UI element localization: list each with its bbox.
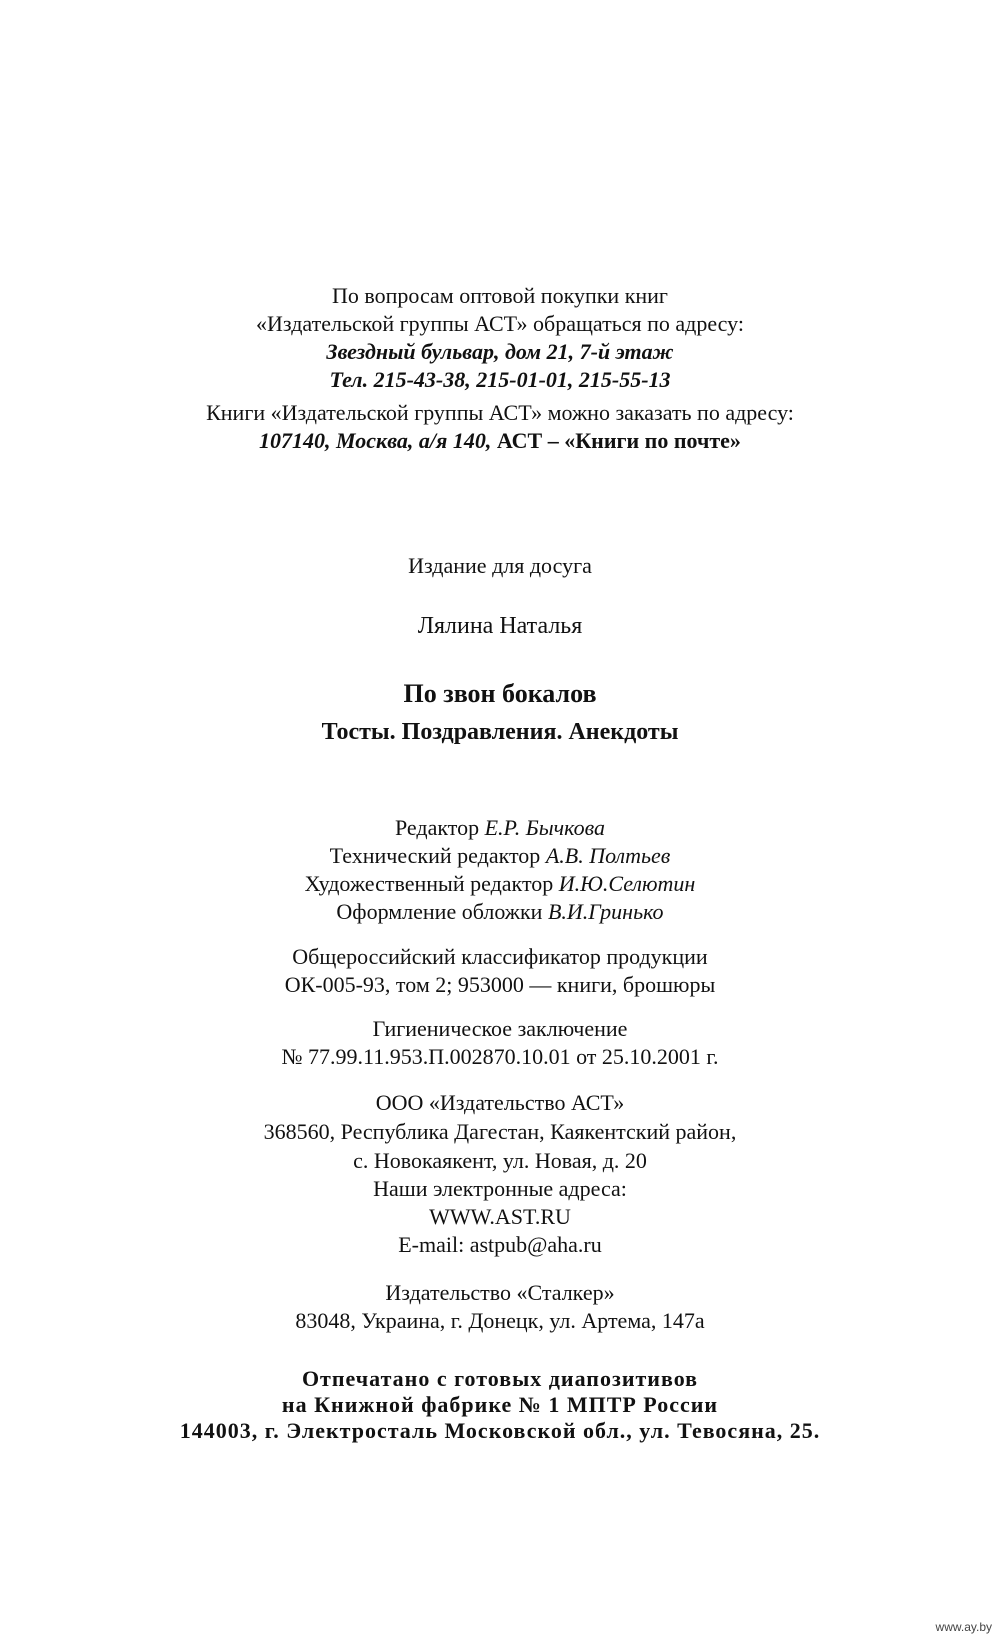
mail-order-address-italic: 107140, Москва, а/я 140, — [259, 428, 492, 453]
credit-role: Художественный редактор — [304, 871, 554, 896]
publisher-website: WWW.AST.RU — [429, 1204, 571, 1229]
mail-order-line-1: Книги «Издательской группы АСТ» можно заказать по адресу: — [206, 400, 794, 425]
publisher-address-1: 368560, Республика Дагестан, Каякентский район, — [263, 1119, 737, 1144]
credit-role: Технический редактор — [329, 843, 541, 868]
classifier-line-2: ОК-005-93, том 2; 953000 — книги, брошюры — [284, 972, 716, 997]
hygiene-line-1: Гигиеническое заключение — [372, 1016, 628, 1041]
credit-role: Редактор — [394, 815, 480, 840]
publisher-name: ООО «Издательство АСТ» — [375, 1090, 625, 1115]
credit-art-editor — [0, 873, 1000, 895]
credit-person: В.И.Гринько — [547, 899, 664, 924]
book-title: По звон бокалов — [403, 679, 597, 708]
author-name: Лялина Наталья — [417, 613, 583, 639]
printer-line-2: на Книжной фабрике № 1 МПТР России — [281, 1392, 719, 1417]
credit-role: Оформление обложки — [336, 899, 543, 924]
credit-person: А.В. Полтьев — [545, 843, 671, 868]
mail-order-address — [0, 430, 1000, 452]
credit-cover-design — [0, 901, 1000, 923]
edition-type: Издание для досуга — [408, 553, 592, 578]
publisher-address-2: с. Новокаякент, ул. Новая, д. 20 — [353, 1148, 647, 1173]
copublisher-address: 83048, Украина, г. Донецк, ул. Артема, 147а — [295, 1308, 705, 1333]
wholesale-line-1: По вопросам оптовой покупки книг — [332, 283, 668, 308]
publisher-email: E-mail: astpub@aha.ru — [398, 1232, 602, 1257]
mail-order-address-bold: АСТ – «Книги по почте» — [496, 428, 741, 453]
wholesale-line-2: «Издательской группы АСТ» обращаться по адресу: — [256, 311, 744, 336]
classifier-line-1: Общероссийский классификатор продукции — [292, 944, 708, 969]
site-watermark: www.ay.by — [935, 1620, 992, 1634]
credit-person: И.Ю.Селютин — [558, 871, 696, 896]
printer-line-3: 144003, г. Электросталь Московской обл., ул. Тевосяна, 25. — [179, 1418, 821, 1443]
copublisher-name: Издательство «Сталкер» — [385, 1280, 615, 1305]
printer-line-1: Отпечатано с готовых диапозитивов — [301, 1366, 699, 1391]
credit-person: Е.Р. Бычкова — [484, 815, 605, 840]
credit-editor — [0, 817, 1000, 839]
publisher-web-label: Наши электронные адреса: — [373, 1176, 627, 1201]
hygiene-line-2: № 77.99.11.953.П.002870.10.01 от 25.10.2001 г. — [281, 1044, 719, 1069]
credit-technical-editor — [0, 845, 1000, 867]
wholesale-address: Звездный бульвар, дом 21, 7-й этаж — [326, 339, 674, 364]
wholesale-phones: Тел. 215-43-38, 215-01-01, 215-55-13 — [329, 367, 671, 392]
book-subtitle: Тосты. Поздравления. Анекдоты — [321, 719, 679, 745]
